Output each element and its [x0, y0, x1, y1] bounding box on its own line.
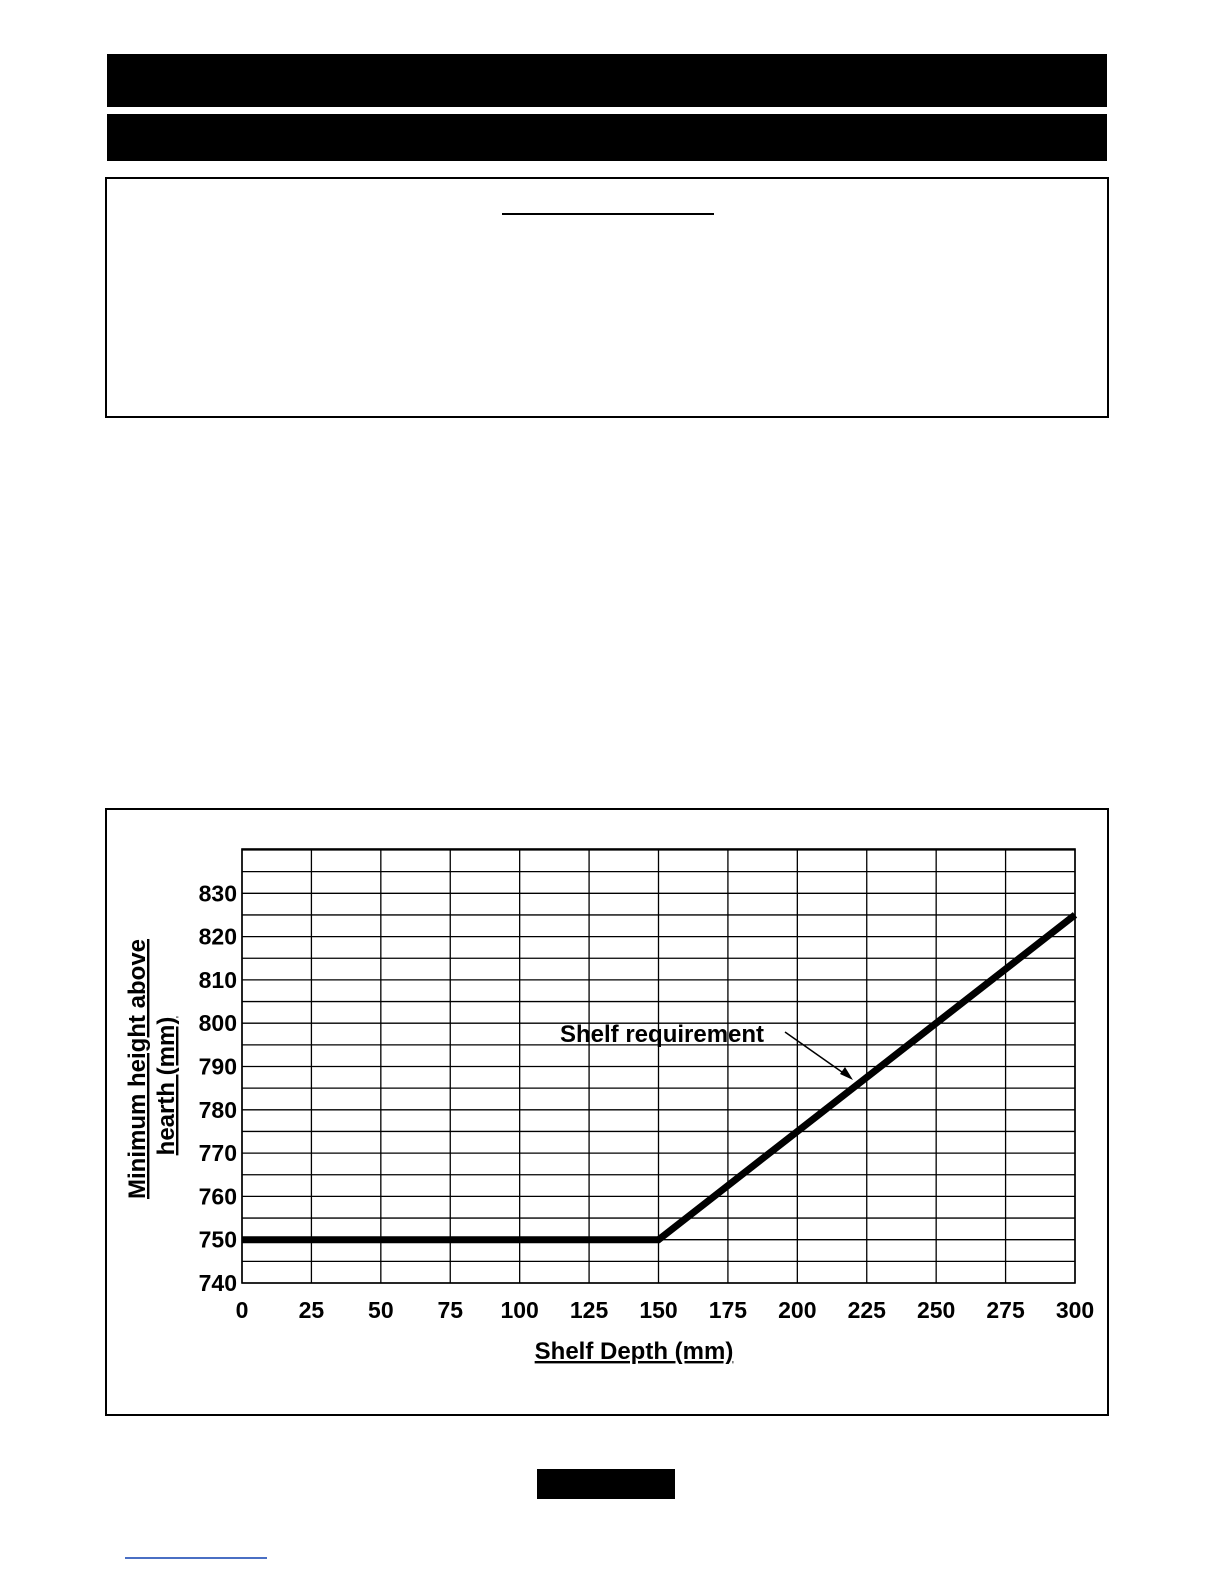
y-tick-label: 830: [198, 880, 237, 907]
x-axis-label: Shelf Depth (mm): [534, 1338, 734, 1365]
notice-heading-rule: [502, 213, 714, 215]
shelf-depth-chart: [107, 810, 1107, 1414]
header-bar: [107, 54, 1107, 107]
subheader-bar: [107, 114, 1107, 161]
footer-link-underline[interactable]: [125, 1557, 267, 1559]
x-tick-label: 0: [235, 1297, 249, 1323]
x-tick-label: 250: [916, 1297, 956, 1323]
y-tick-label: 740: [198, 1270, 237, 1296]
y-tick-label: 770: [198, 1140, 237, 1167]
annotation-label: Shelf requirement: [560, 1021, 765, 1048]
y-tick-label: 760: [198, 1183, 237, 1210]
chart-grid: [242, 849, 1075, 1283]
x-tick-label: 50: [368, 1297, 394, 1323]
x-tick-label: 125: [569, 1297, 609, 1323]
x-tick-label: 25: [298, 1297, 325, 1323]
annotation-arrowhead: [840, 1067, 853, 1080]
x-tick-label: 150: [639, 1297, 678, 1323]
y-tick-label: 780: [198, 1096, 237, 1123]
y-tick-label: 790: [198, 1053, 237, 1080]
y-tick-label: 820: [198, 923, 237, 950]
x-tick-labels: [236, 1297, 1095, 1323]
y-tick-labels: [199, 880, 237, 1296]
y-tick-label: 810: [198, 966, 237, 993]
x-tick-label: 100: [500, 1297, 539, 1323]
y-tick-label: 800: [198, 1010, 237, 1037]
x-tick-label: 75: [437, 1297, 464, 1323]
annotation-arrow: [785, 1032, 849, 1077]
y-tick-label: 750: [198, 1226, 237, 1253]
page-number-tab: [537, 1469, 675, 1499]
y-axis-label-line1: Minimum height above: [124, 938, 151, 1200]
x-tick-label: 200: [778, 1297, 817, 1323]
chart-frame: [105, 808, 1109, 1416]
x-tick-label: 175: [708, 1297, 748, 1323]
x-tick-label: 275: [986, 1297, 1025, 1323]
x-tick-label: 300: [1055, 1297, 1095, 1323]
y-axis-label-line2: hearth (mm): [153, 1016, 180, 1156]
x-tick-label: 225: [847, 1297, 886, 1323]
notice-box: [105, 177, 1109, 418]
